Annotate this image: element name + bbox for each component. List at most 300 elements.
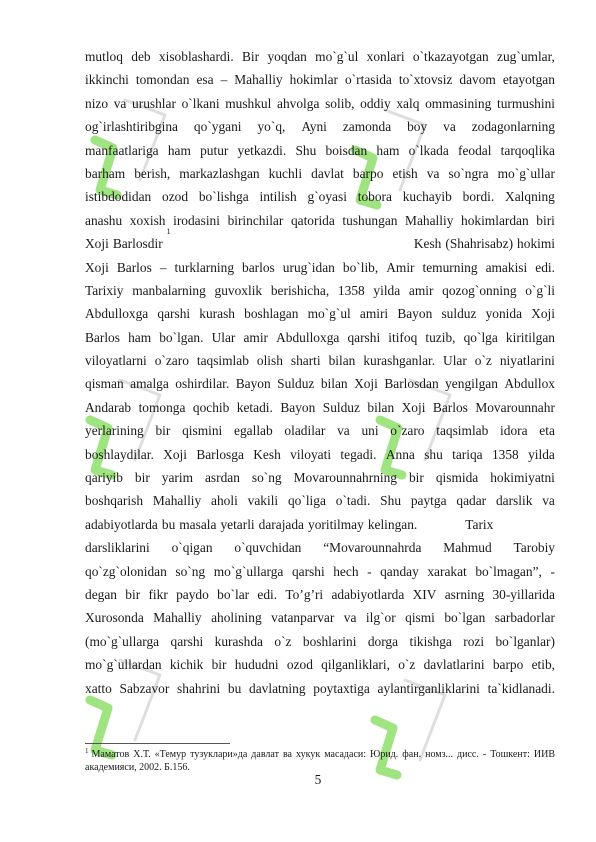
word: bo`lganlar) [495, 633, 555, 649]
word: va [542, 493, 555, 509]
word: ilg`or [365, 610, 396, 626]
word: asrdan [204, 470, 240, 486]
text-line [85, 256, 555, 279]
text-line [85, 583, 555, 606]
word: yerlarining [85, 423, 144, 439]
word: zamonda [342, 119, 392, 135]
word: og`irlashtiribgina [85, 119, 178, 135]
word: intilish [259, 189, 297, 205]
word: barham [85, 165, 126, 181]
word: ozod [286, 657, 313, 673]
word: kurash [199, 306, 235, 322]
word: Barlosga [196, 446, 244, 462]
word: taqsimlab [196, 353, 249, 369]
word: anashu [85, 212, 123, 228]
word: qo`lga [463, 329, 498, 345]
word: tarqoqlika [500, 142, 555, 158]
word: o`tadi. [335, 493, 371, 509]
word: Barlosdan [384, 376, 439, 392]
word: taqsimlab [436, 423, 489, 439]
word: barpo [492, 657, 524, 673]
word: - [550, 563, 555, 579]
word: ahvolga [277, 95, 320, 111]
footnote-separator [85, 743, 230, 744]
word: – [220, 72, 228, 88]
word: Xoji [85, 236, 109, 252]
footnote-ref: 1 [166, 227, 171, 237]
word: tomondan [135, 72, 190, 88]
word: Abdullox [504, 376, 555, 392]
word: so`ng [251, 470, 282, 486]
word: Bayon [280, 399, 316, 415]
word: shahrini [177, 680, 221, 696]
word: yetkazdi. [237, 142, 287, 158]
footnote-marker: 1 [85, 746, 89, 755]
word: etish [392, 165, 418, 181]
word: xarakat [427, 563, 467, 579]
word: sharti [290, 353, 321, 369]
word: yarim [161, 470, 193, 486]
word: tariqa [452, 446, 483, 462]
word: manbalarning [132, 282, 206, 298]
word: xoxish [129, 212, 166, 228]
text-line [85, 606, 555, 629]
word: - [367, 563, 372, 579]
word: to`xtovsiz [398, 72, 453, 88]
word: esa [196, 72, 214, 88]
word: qismida [435, 470, 479, 486]
word: Sabzavor [119, 680, 170, 696]
word: mutloq [85, 49, 123, 64]
word: bilan [328, 353, 356, 369]
word: asrning [444, 586, 485, 602]
word: (Shahrisabz) [445, 236, 514, 252]
word: qariyib [85, 470, 123, 486]
word: o`qigan [171, 540, 213, 556]
word: yoritilmay [308, 516, 364, 532]
word: Tarixiy [85, 282, 124, 298]
word: adabiyotlarda [331, 586, 405, 602]
word: yonida [485, 306, 523, 322]
word: boshlaydilar. [85, 446, 154, 462]
word: aholining [211, 610, 262, 626]
word: irodasini [173, 212, 220, 228]
word: aholi [211, 493, 238, 509]
text-line [85, 653, 555, 676]
word: bo`lishga [198, 189, 249, 205]
word: mo`g`ullardan [85, 657, 162, 673]
word: dorga [367, 633, 399, 649]
word: qarshi [347, 329, 381, 345]
word: feodal [458, 142, 492, 158]
word: yo`q, [257, 119, 286, 135]
word: Bir [242, 49, 260, 64]
text-line [85, 443, 555, 466]
word: ikkinchi [85, 72, 129, 88]
word: qozog`onning [442, 282, 517, 298]
word: mushkul [225, 95, 272, 111]
word: hokimlardan [461, 212, 529, 228]
word: boshlagan [244, 306, 299, 322]
word: qo`ygani [193, 119, 242, 135]
word: qanday [380, 563, 419, 579]
text-line [85, 279, 555, 302]
word: sarbadorlar [494, 610, 555, 626]
word: aylantirganliklarini [377, 680, 480, 696]
word: uni [361, 423, 379, 439]
word: ketadi. [236, 399, 273, 415]
word: qisman [85, 376, 124, 392]
word: Xoji [354, 376, 378, 392]
word: 1358 [491, 446, 519, 462]
word: amir [243, 329, 269, 345]
word: boshqarish [85, 493, 144, 509]
word: kelingan. [367, 516, 418, 532]
word: Shu [380, 493, 402, 509]
word: davlatning [249, 680, 306, 696]
footnote [85, 748, 555, 774]
word: turmushini [496, 95, 555, 111]
word: eta [539, 423, 555, 439]
word: o`lkani [181, 95, 220, 111]
word: edi. [535, 259, 555, 275]
text-line [85, 139, 555, 162]
word: olish [256, 353, 283, 369]
word: Xoji [85, 259, 109, 275]
word: davom [459, 72, 496, 88]
word: oddiy [360, 95, 391, 111]
word: berish, [134, 165, 171, 181]
word: amir [408, 282, 434, 298]
word: va [113, 95, 127, 111]
word: mo`g`ullarga [213, 563, 284, 579]
word: Tarix [465, 516, 494, 532]
word: kichik [169, 657, 204, 673]
word: o`tkazayotgan [412, 49, 489, 64]
word: tobora [357, 189, 392, 205]
word: oshirdilar. [175, 376, 230, 392]
word: solib, [325, 95, 355, 111]
word: va [426, 165, 440, 181]
word: idora [500, 423, 528, 439]
word: istibdodidan [85, 189, 152, 205]
word: o`z [398, 657, 416, 673]
text-line [85, 349, 555, 372]
word: yilda [528, 446, 555, 462]
word: xatto [85, 680, 112, 696]
word: amalga [130, 376, 169, 392]
word: davlatlarini [423, 657, 485, 673]
word: so`ng [175, 563, 206, 579]
word: bo`lgan. [159, 329, 204, 345]
word: bir [408, 470, 424, 486]
word: Xalqning [505, 189, 555, 205]
word: 30-yillarida [492, 586, 555, 602]
footnote-text: Маматов Х.Т. «Темур тузуклари»да давлат ва хукук масадаси: Юрид. фан. номз... дисс. - Тошкент: ИИВ академияси, 2002. Б.156. [85, 749, 555, 773]
word: qadar [456, 493, 487, 509]
word: barpo [352, 165, 384, 181]
word: darslik [495, 493, 533, 509]
word: o`zaro [390, 423, 425, 439]
text-line [85, 115, 555, 138]
word: boisdan [325, 142, 368, 158]
word: boshlarini [302, 633, 357, 649]
word: Movarounnahrning [293, 470, 397, 486]
word: ham [376, 142, 400, 158]
word: ham [167, 142, 191, 158]
word: Xoji [163, 446, 187, 462]
word: o`lkada [408, 142, 449, 158]
word: qarshi [291, 563, 325, 579]
word: Ayni [301, 119, 327, 135]
word: xalq [396, 95, 420, 111]
text-line [85, 513, 555, 536]
text-line [85, 536, 555, 559]
word: fikr [148, 586, 168, 602]
word: Bayon [397, 306, 433, 322]
word: Anna [385, 446, 415, 462]
word: urushlar [132, 95, 176, 111]
text-line [85, 92, 555, 115]
word: amakisi [485, 259, 528, 275]
word: Ular [443, 353, 467, 369]
word: o`quvchidan [234, 540, 302, 556]
word: Abdulloxga [85, 306, 149, 322]
word: Abdulloxga [276, 329, 340, 345]
word: amiri [359, 306, 389, 322]
word: markazlashgan [179, 165, 260, 181]
word: Mahmud [443, 540, 492, 556]
word: zodagonlarning [471, 119, 555, 135]
word: o`g`li [525, 282, 555, 298]
word: Bayon [235, 376, 271, 392]
word: mo`g`ullar [497, 165, 555, 181]
word: darsliklarini [85, 540, 150, 556]
word: kurashganlar. [363, 353, 436, 369]
word: bu [161, 516, 176, 532]
word: egallab [234, 423, 273, 439]
word: Barlos [432, 399, 468, 415]
text-line [85, 162, 555, 185]
word: yetarli [220, 516, 255, 532]
word: 1358 [337, 282, 365, 298]
word: hech [333, 563, 359, 579]
word: Shu [295, 142, 317, 158]
word: manfaatlariga [85, 142, 159, 158]
word: barlos [242, 259, 275, 275]
word: hududni [234, 657, 279, 673]
word: vatanparvar [271, 610, 335, 626]
word: Tarobiy [513, 540, 555, 556]
word: tuzib, [425, 329, 456, 345]
word: qismini [182, 423, 223, 439]
word: Sulduz [322, 399, 360, 415]
text-line [85, 419, 555, 442]
text-line [85, 489, 555, 512]
word: xonlari [366, 49, 405, 64]
word: so`ngra [448, 165, 489, 181]
word: boy [407, 119, 428, 135]
word: yengilgan [445, 376, 498, 392]
word: urug`idan [282, 259, 335, 275]
word: masala [179, 516, 217, 532]
word: nizo [85, 95, 109, 111]
text-line [85, 396, 555, 419]
text-line [85, 45, 555, 68]
word: qarshi [157, 306, 191, 322]
word: Xoji [401, 399, 426, 415]
word: berishicha, [270, 282, 330, 298]
text-line [85, 677, 555, 700]
word: kiritilgan [505, 329, 555, 345]
word: tegadi. [340, 446, 377, 462]
word: degan [85, 586, 117, 602]
word: yilda [373, 282, 401, 298]
word: niyatlarini [499, 353, 555, 369]
word: Amir [386, 259, 415, 275]
word: bilan [367, 399, 395, 415]
word: kuchli [268, 165, 303, 181]
word: qo`liga [287, 493, 326, 509]
word: xisoblashardi. [158, 49, 234, 64]
word: paytga [410, 493, 447, 509]
word: Kesh [253, 446, 281, 462]
word: qochib [192, 399, 230, 415]
word: kuchayib [402, 189, 452, 205]
word: ham [128, 329, 152, 345]
word: va [443, 119, 456, 135]
word: kurashda [214, 633, 263, 649]
word: oladilar [284, 423, 326, 439]
word: bir [125, 586, 141, 602]
word: tikishga [409, 633, 452, 649]
word: hokimlar [289, 72, 338, 88]
word: qo`zg`olonidan [85, 563, 167, 579]
word: (mo`g`ullarga [85, 633, 160, 649]
word: o`z [474, 353, 492, 369]
word: birinchilar [227, 212, 284, 228]
word: temurning [422, 259, 478, 275]
word: bo`lmagan”, [475, 563, 542, 579]
word: paydo [176, 586, 209, 602]
word: – [159, 259, 167, 275]
text-line [85, 466, 555, 489]
word: etib, [531, 657, 555, 673]
word: adabiyotlarda [85, 516, 158, 532]
word: bo`lgan [444, 610, 486, 626]
word: bu [227, 680, 242, 696]
word: Mahalliy [153, 610, 202, 626]
word: bilan [320, 376, 348, 392]
word: mo`g`ul [315, 49, 359, 64]
word: itifoq [388, 329, 418, 345]
word: Barlos [85, 329, 120, 345]
word: Mahalliy [234, 72, 283, 88]
word: bir [134, 470, 150, 486]
word: ta`kidlanadi. [487, 680, 555, 696]
word: o`rtasida [344, 72, 392, 88]
page-number: 5 [314, 772, 322, 787]
word: bo`lib, [342, 259, 379, 275]
word: ommasining [425, 95, 492, 111]
text-line [85, 326, 555, 349]
word: viloyatlarni [85, 353, 147, 369]
word: shu [424, 446, 443, 462]
word: sulduz [441, 306, 477, 322]
word: va [343, 610, 357, 626]
word: bo`lar [217, 586, 250, 602]
document-body [85, 45, 555, 700]
text-line [85, 630, 555, 653]
word: bir [211, 657, 227, 673]
word: tushungan [342, 212, 398, 228]
word: edi. [257, 586, 278, 602]
word: viloyati [290, 446, 332, 462]
word: To’g’ri [285, 586, 324, 602]
word: tomonga [138, 399, 186, 415]
word: qatorida [290, 212, 335, 228]
word: Mahalliy [405, 212, 454, 228]
word: Barlos [116, 259, 152, 275]
text-line [85, 560, 555, 583]
word: vakili [247, 493, 279, 509]
text-line [85, 302, 555, 325]
word: etayotgan [502, 72, 555, 88]
word: Andarab [85, 399, 132, 415]
text-line [85, 68, 555, 91]
word: Kesh [413, 236, 442, 252]
word: hokimiyatni [490, 470, 555, 486]
text-line [85, 227, 555, 255]
word: Xoji [531, 306, 555, 322]
word: deb [131, 49, 151, 64]
word: guvoxlik [214, 282, 263, 298]
word: XIV [412, 586, 437, 602]
text-line [85, 372, 555, 395]
word: turklarning [174, 259, 235, 275]
word: davlat [311, 165, 344, 181]
word: darajada [258, 516, 305, 532]
word: biri [536, 212, 555, 228]
word: Barlosdir [112, 236, 163, 252]
word: bir [155, 423, 171, 439]
word: Movarounnahr [475, 399, 555, 415]
word: yoqdan [267, 49, 307, 64]
word: va [337, 423, 350, 439]
word: o`zaro [154, 353, 189, 369]
word: Ular [211, 329, 236, 345]
word: o`z [274, 633, 292, 649]
word: Xurosonda [85, 610, 144, 626]
word: qismi [405, 610, 435, 626]
text-line [85, 209, 555, 232]
word: “Movarounnahrda [323, 540, 422, 556]
word: mo`g`ul [307, 306, 351, 322]
word: Mahalliy [152, 493, 202, 509]
word: g`oyasi [307, 189, 347, 205]
word: hokimi [517, 236, 555, 252]
text-line [85, 185, 555, 208]
word: bordi. [462, 189, 495, 205]
word: zug`umlar, [497, 49, 555, 64]
word: ozod [162, 189, 189, 205]
word: Sulduz [277, 376, 315, 392]
word: putur [200, 142, 229, 158]
word: rozi [463, 633, 485, 649]
word: qilganliklari, [321, 657, 390, 673]
word: qarshi [170, 633, 204, 649]
word: poytaxtiga [313, 680, 370, 696]
